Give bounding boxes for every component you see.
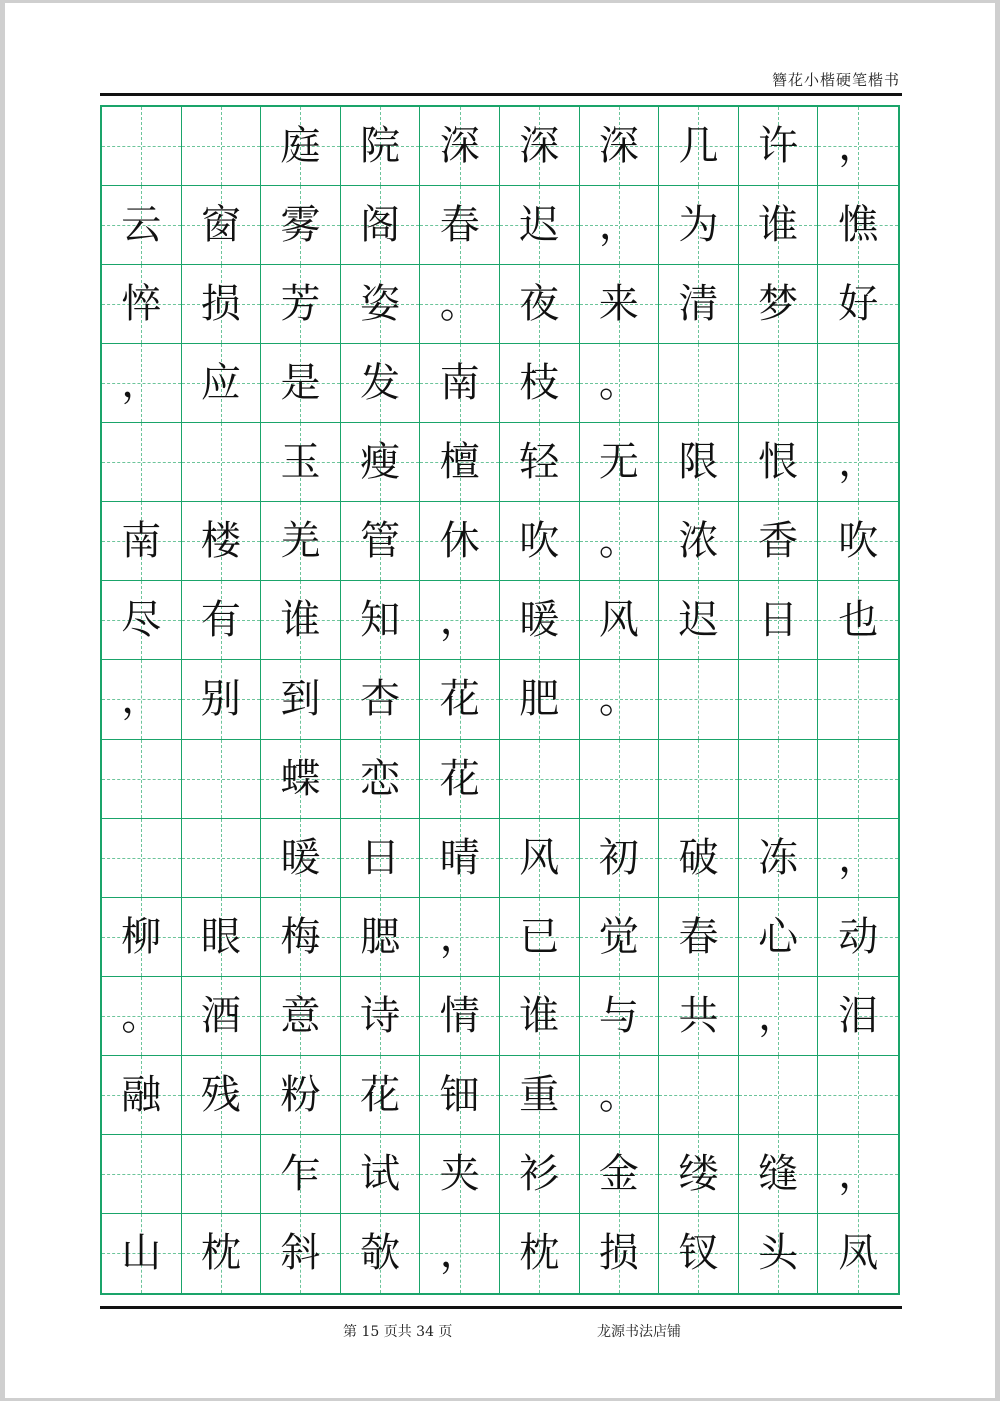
grid-character: ， (439, 597, 480, 644)
grid-cell (500, 423, 580, 502)
grid-character: 损 (598, 1230, 639, 1277)
grid-character: 到 (280, 676, 321, 723)
grid-character: 是 (280, 360, 321, 407)
grid-cell (580, 344, 660, 423)
grid-cell (739, 1135, 819, 1214)
grid-character: 斜 (280, 1230, 321, 1277)
grid-character: 花 (360, 1071, 401, 1118)
grid-cell (182, 344, 262, 423)
grid-cell (659, 423, 739, 502)
grid-cell (182, 1214, 262, 1293)
grid-cell (102, 107, 182, 186)
practice-grid (100, 105, 900, 1295)
grid-character: 尽 (121, 597, 162, 644)
grid-character: 动 (838, 913, 879, 960)
grid-character: 金 (598, 1150, 639, 1197)
grid-character: 缝 (758, 1150, 799, 1197)
grid-cell (420, 423, 500, 502)
page-number: 第 15 页共 34 页 (343, 1324, 453, 1340)
grid-cell (580, 819, 660, 898)
grid-character: 春 (439, 202, 480, 249)
grid-cell (182, 107, 262, 186)
grid-cell (500, 1214, 580, 1293)
grid-cell (818, 898, 898, 977)
grid-cell (102, 265, 182, 344)
grid-cell (341, 660, 421, 739)
header-title: 簪花小楷硬笔楷书 (771, 71, 900, 89)
grid-cell (500, 898, 580, 977)
grid-cell (261, 740, 341, 819)
grid-character: 。 (598, 360, 639, 407)
grid-character: 几 (678, 123, 719, 170)
grid-cell (261, 1135, 341, 1214)
grid-cell (420, 186, 500, 265)
grid-cell (261, 581, 341, 660)
grid-cell (818, 265, 898, 344)
grid-character: 无 (598, 439, 639, 486)
grid-cell (341, 581, 421, 660)
grid-cell (341, 1135, 421, 1214)
grid-character: 初 (598, 834, 639, 881)
grid-cell (182, 186, 262, 265)
grid-cell (182, 740, 262, 819)
grid-character: 羌 (280, 518, 321, 565)
grid-cell (500, 186, 580, 265)
grid-character: 。 (439, 281, 480, 328)
grid-cell (818, 423, 898, 502)
grid-cell (739, 186, 819, 265)
grid-character: 谁 (519, 992, 560, 1039)
grid-character: 谁 (758, 202, 799, 249)
grid-character: ， (838, 834, 879, 881)
grid-cell (818, 819, 898, 898)
grid-cell (420, 344, 500, 423)
grid-cell (580, 660, 660, 739)
grid-character: 迟 (678, 597, 719, 644)
grid-character: 花 (439, 755, 480, 802)
grid-cell (341, 1214, 421, 1293)
grid-character: 意 (280, 992, 321, 1039)
grid-cell (500, 581, 580, 660)
grid-character: 暖 (519, 597, 560, 644)
grid-cell (420, 740, 500, 819)
grid-cell (102, 581, 182, 660)
grid-character: 知 (360, 597, 401, 644)
grid-cell (261, 1056, 341, 1135)
grid-cell (102, 423, 182, 502)
grid-cell (102, 1056, 182, 1135)
grid-cell (102, 660, 182, 739)
grid-cell (341, 344, 421, 423)
grid-cell (341, 423, 421, 502)
grid-cell (659, 1135, 739, 1214)
grid-character: 钗 (678, 1230, 719, 1277)
grid-character: 也 (838, 597, 879, 644)
grid-cell (818, 581, 898, 660)
grid-cell (818, 977, 898, 1056)
grid-cell (420, 265, 500, 344)
grid-character: ， (121, 676, 162, 723)
grid-character: 冻 (758, 834, 799, 881)
grid-character: 悴 (121, 281, 162, 328)
grid-cell (500, 740, 580, 819)
grid-cell (659, 977, 739, 1056)
grid-character: 梅 (280, 913, 321, 960)
grid-cell (102, 1214, 182, 1293)
grid-cell (659, 186, 739, 265)
grid-character: ， (598, 202, 639, 249)
grid-character: 日 (758, 597, 799, 644)
grid-character: ， (758, 992, 799, 1039)
grid-cell (261, 344, 341, 423)
grid-cell (102, 977, 182, 1056)
grid-cell (818, 1135, 898, 1214)
grid-cell (182, 423, 262, 502)
grid-character: 花 (439, 676, 480, 723)
grid-cell (500, 1056, 580, 1135)
grid-cell (420, 898, 500, 977)
grid-character: 香 (758, 518, 799, 565)
grid-cell (420, 660, 500, 739)
grid-character: 肥 (519, 676, 560, 723)
grid-cell (182, 977, 262, 1056)
grid-cell (739, 107, 819, 186)
grid-character: 暖 (280, 834, 321, 881)
grid-cell (420, 1135, 500, 1214)
grid-cell (182, 1056, 262, 1135)
grid-cell (341, 1056, 421, 1135)
grid-character: 好 (838, 281, 879, 328)
grid-cell (261, 107, 341, 186)
grid-cell (818, 1056, 898, 1135)
grid-cell (102, 819, 182, 898)
grid-character: 融 (121, 1071, 162, 1118)
grid-cell (261, 819, 341, 898)
grid-character: 应 (200, 360, 241, 407)
grid-character: 庭 (280, 123, 321, 170)
grid-cell (580, 977, 660, 1056)
grid-character: 头 (758, 1230, 799, 1277)
grid-character: 欹 (360, 1230, 401, 1277)
grid-cell (818, 107, 898, 186)
page (5, 3, 995, 1398)
grid-character: 檀 (439, 439, 480, 486)
grid-cell (580, 186, 660, 265)
grid-character: 重 (519, 1071, 560, 1118)
grid-character: 破 (678, 834, 719, 881)
grid-cell (182, 265, 262, 344)
grid-cell (739, 740, 819, 819)
grid-cell (102, 502, 182, 581)
grid-cell (341, 186, 421, 265)
grid-cell (500, 107, 580, 186)
grid-cell (341, 502, 421, 581)
grid-cell (580, 502, 660, 581)
grid-cell (818, 502, 898, 581)
grid-cell (818, 660, 898, 739)
grid-cell (739, 581, 819, 660)
grid-cell (261, 898, 341, 977)
grid-character: 损 (200, 281, 241, 328)
grid-character: 衫 (519, 1150, 560, 1197)
grid-character: 别 (200, 676, 241, 723)
grid-cell (261, 1214, 341, 1293)
grid-cell (818, 1214, 898, 1293)
grid-character: 与 (598, 992, 639, 1039)
grid-character: 风 (598, 597, 639, 644)
grid-cell (420, 819, 500, 898)
grid-cell (420, 977, 500, 1056)
grid-cell (420, 581, 500, 660)
grid-cell (739, 819, 819, 898)
grid-character: 蝶 (280, 755, 321, 802)
grid-character: 粉 (280, 1071, 321, 1118)
grid-character: 泪 (838, 992, 879, 1039)
grid-character: 夹 (439, 1150, 480, 1197)
grid-cell (739, 898, 819, 977)
grid-cell (261, 660, 341, 739)
grid-character: 谁 (280, 597, 321, 644)
grid-cell (261, 977, 341, 1056)
grid-cell (341, 819, 421, 898)
grid-cell (739, 660, 819, 739)
grid-cell (261, 423, 341, 502)
grid-cell (580, 423, 660, 502)
grid-character: 吹 (519, 518, 560, 565)
grid-character: 楼 (200, 518, 241, 565)
grid-character: 来 (598, 281, 639, 328)
grid-cell (739, 265, 819, 344)
grid-character: 。 (598, 1071, 639, 1118)
grid-character: 山 (121, 1230, 162, 1277)
grid-cell (500, 977, 580, 1056)
grid-character: 院 (360, 123, 401, 170)
grid-character: 憔 (838, 202, 879, 249)
grid-character: ， (439, 1230, 480, 1277)
grid-cell (580, 265, 660, 344)
grid-cell (739, 423, 819, 502)
grid-cell (580, 740, 660, 819)
grid-cell (739, 344, 819, 423)
grid-character: 。 (598, 676, 639, 723)
header-rule (100, 93, 902, 96)
grid-character: 阁 (360, 202, 401, 249)
grid-cell (500, 344, 580, 423)
grid-cell (659, 740, 739, 819)
grid-character: 枕 (519, 1230, 560, 1277)
grid-character: 南 (121, 518, 162, 565)
grid-cell (659, 1214, 739, 1293)
grid-character: 觉 (598, 913, 639, 960)
grid-cell (500, 660, 580, 739)
grid-cell (102, 186, 182, 265)
grid-character: 清 (678, 281, 719, 328)
grid-cell (739, 977, 819, 1056)
grid-cell (659, 1056, 739, 1135)
grid-character: 休 (439, 518, 480, 565)
grid-character: ， (838, 1150, 879, 1197)
grid-cell (500, 1135, 580, 1214)
grid-character: 杏 (360, 676, 401, 723)
shop-name: 龙源书法店铺 (597, 1324, 681, 1340)
grid-cell (659, 344, 739, 423)
grid-character: 轻 (519, 439, 560, 486)
grid-cell (102, 740, 182, 819)
grid-cell (500, 819, 580, 898)
grid-cell (580, 581, 660, 660)
grid-character: 云 (121, 202, 162, 249)
grid-cell (341, 107, 421, 186)
grid-cell (659, 898, 739, 977)
grid-cell (659, 819, 739, 898)
grid-character: 残 (200, 1071, 241, 1118)
grid-character: 晴 (439, 834, 480, 881)
grid-character: 已 (519, 913, 560, 960)
grid-character: 情 (439, 992, 480, 1039)
grid-cell (182, 581, 262, 660)
grid-cell (341, 740, 421, 819)
grid-character: 恋 (360, 755, 401, 802)
grid-cell (580, 107, 660, 186)
grid-character: 深 (519, 123, 560, 170)
grid-character: 。 (121, 992, 162, 1039)
grid-character: 发 (360, 360, 401, 407)
grid-character: 风 (519, 834, 560, 881)
grid-cell (580, 898, 660, 977)
grid-cell (182, 502, 262, 581)
grid-cell (341, 977, 421, 1056)
grid-character: ， (439, 913, 480, 960)
grid-character: 试 (360, 1150, 401, 1197)
grid-character: 柳 (121, 913, 162, 960)
grid-character: 心 (758, 913, 799, 960)
grid-cell (580, 1135, 660, 1214)
grid-character: 深 (439, 123, 480, 170)
grid-character: 浓 (678, 518, 719, 565)
grid-character: 。 (598, 518, 639, 565)
grid-cell (341, 898, 421, 977)
grid-character: 管 (360, 518, 401, 565)
grid-character: 窗 (200, 202, 241, 249)
grid-character: 为 (678, 202, 719, 249)
grid-character: 瘦 (360, 439, 401, 486)
grid-cell (739, 1214, 819, 1293)
grid-cell (659, 265, 739, 344)
grid-character: 南 (439, 360, 480, 407)
grid-character: 芳 (280, 281, 321, 328)
grid-character: 枕 (200, 1230, 241, 1277)
grid-character: 许 (758, 123, 799, 170)
grid-character: 梦 (758, 281, 799, 328)
grid-character: 腮 (360, 913, 401, 960)
grid-cell (341, 265, 421, 344)
grid-cell (182, 898, 262, 977)
grid-cell (420, 1214, 500, 1293)
grid-cell (659, 660, 739, 739)
grid-cell (500, 265, 580, 344)
grid-character: 深 (598, 123, 639, 170)
grid-cell (739, 502, 819, 581)
grid-cell (818, 740, 898, 819)
grid-character: 共 (678, 992, 719, 1039)
grid-character: 春 (678, 913, 719, 960)
grid-cell (580, 1056, 660, 1135)
grid-character: ， (838, 123, 879, 170)
grid-cell (420, 1056, 500, 1135)
grid-cell (739, 1056, 819, 1135)
grid-cell (102, 344, 182, 423)
grid-cell (102, 1135, 182, 1214)
grid-cell (182, 819, 262, 898)
grid-cell (102, 898, 182, 977)
grid-cell (500, 502, 580, 581)
grid-character: 吹 (838, 518, 879, 565)
grid-character: 钿 (439, 1071, 480, 1118)
grid-character: 日 (360, 834, 401, 881)
grid-character: 眼 (200, 913, 241, 960)
grid-character: 恨 (758, 439, 799, 486)
grid-cell (420, 107, 500, 186)
grid-cell (659, 107, 739, 186)
grid-cell (261, 186, 341, 265)
grid-character: 雾 (280, 202, 321, 249)
grid-character: 限 (678, 439, 719, 486)
grid-character: 有 (200, 597, 241, 644)
grid-cell (659, 581, 739, 660)
grid-character: 缕 (678, 1150, 719, 1197)
grid-character: 酒 (200, 992, 241, 1039)
grid-cell (261, 265, 341, 344)
grid-cell (182, 1135, 262, 1214)
grid-cell (818, 344, 898, 423)
grid-character: ， (121, 360, 162, 407)
grid-character: 乍 (280, 1150, 321, 1197)
grid-cell (261, 502, 341, 581)
grid-cell (659, 502, 739, 581)
grid-cell (182, 660, 262, 739)
grid-character: 玉 (280, 439, 321, 486)
grid-character: 迟 (519, 202, 560, 249)
grid-cell (818, 186, 898, 265)
grid-character: 枝 (519, 360, 560, 407)
grid-character: 夜 (519, 281, 560, 328)
grid-cell (420, 502, 500, 581)
grid-character: 姿 (360, 281, 401, 328)
grid-character: 凤 (838, 1230, 879, 1277)
grid-cell (580, 1214, 660, 1293)
grid-character: 诗 (360, 992, 401, 1039)
footer-rule (100, 1306, 902, 1309)
grid-character: ， (838, 439, 879, 486)
